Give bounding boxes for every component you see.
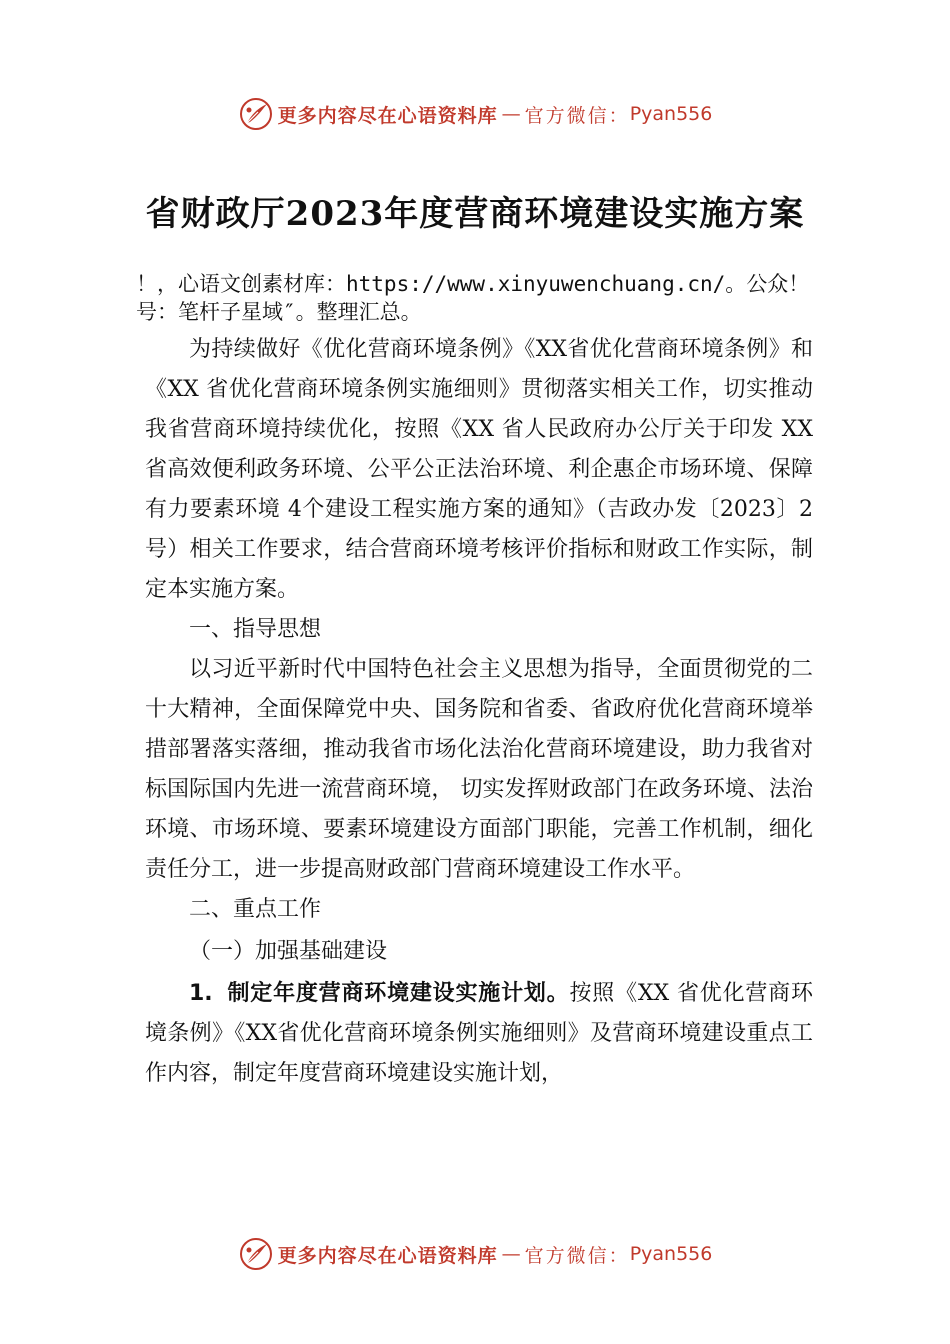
document-body [145,330,813,1094]
footer-banner [0,1234,950,1274]
intro-paragraph: 为持续做好《优化营商环境条例》《XX省优化营商环境条例》和《XX 省优化营商环境条例实施细则》贯彻落实相关工作，切实推动我省营商环境持续优化，按照《XX 省人民政府办公厅关于印发 XX省高效便利政务环境、公平公正法治环境、利企惠企市场环境、保障有力要素环境 4个建设工程实施方案的通知》（吉政办发〔2023〕2号）相关工作要求，结合营商环境考核评价指标和财政工作实际，制定本实施方案。 [145,337,813,602]
banner-wechat-id: Pyan556 [629,103,713,125]
source-note-line2: 号：笔杆子星域″。整理汇总。 [136,300,422,324]
feather-pen-logo-icon [238,96,274,132]
banner-wechat-label: 官方微信： [524,1244,630,1267]
source-note [136,270,856,326]
banner-separator: — [501,103,521,125]
section-heading-guiding-ideology: 一、指导思想 [189,617,322,642]
source-note-line1: ！，心语文创素材库：https://www.xinyuwenchuang.cn/。公众！ [136,272,810,296]
banner-separator: — [501,1243,521,1265]
header-banner [0,94,950,134]
banner-text: 更多内容尽在心语资料库 [277,104,498,127]
banner-wechat-id: Pyan556 [629,1243,713,1265]
banner-text: 更多内容尽在心语资料库 [277,1244,498,1267]
item-number: 1. [189,981,213,1006]
guiding-ideology-paragraph: 以习近平新时代中国特色社会主义思想为指导，全面贯彻党的二十大精神，全面保障党中央、国务院和省委、省政府优化营商环境举措部署落实落细，推动我省市场化法治化营商环境建设，助力我省对标国际国内先进一流营商环境， 切实发挥财政部门在政务环境、法治环境、市场环境、要素环境建设方面部门职能，完善工作机制，细化责任分工，进一步提高财政部门营商环境建设工作水平。 [145,657,813,882]
item-text: 按照《XX 省优化营商环境条例》《XX省优化营商环境条例实施细则》及营商环境建设重点工作内容，制定年度营商环境建设实施计划， [145,981,813,1086]
subsection-heading-infrastructure: （一）加强基础建设 [189,939,388,964]
feather-pen-logo-icon [238,1236,274,1272]
document-title: 省财政厅2023年度营商环境建设实施方案 [145,194,805,234]
section-heading-key-work: 二、重点工作 [189,897,322,922]
item-lead: 制定年度营商环境建设实施计划。 [226,981,570,1006]
item-annual-plan [145,974,813,1094]
banner-wechat-label: 官方微信： [524,104,630,127]
